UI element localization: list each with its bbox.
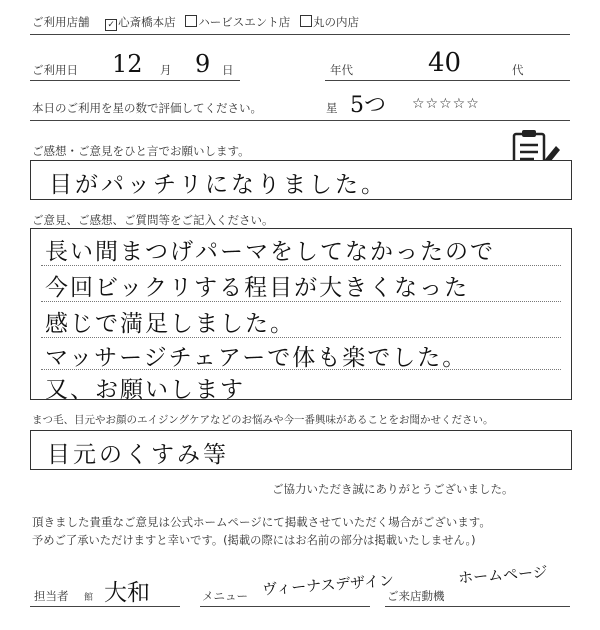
checkbox-checked-icon: ✓ <box>105 19 117 31</box>
comment-line: 又、お願いします <box>45 377 245 403</box>
motive-value: ホームページ <box>457 562 549 588</box>
star-label: 星 <box>326 101 338 115</box>
rule-line <box>41 369 561 370</box>
day-value: 9 <box>195 50 211 78</box>
store-label: ご利用店舗 <box>32 15 90 29</box>
concerns-box <box>30 430 572 470</box>
month-unit: 月 <box>160 63 172 77</box>
checkbox-icon <box>185 15 197 27</box>
concerns-prompt: まつ毛、目元やお顔のエイジングケアなどのお悩みや今一番興味があることをお聞かせください。 <box>32 414 494 426</box>
store-option-shinsaibashi[interactable]: ✓ 心斎橋本店 <box>105 15 176 29</box>
rating-question: 本日のご利用を星の数で評価してください。 <box>32 101 262 115</box>
date-label: ご利用日 <box>32 63 78 77</box>
store-option-marunouchi[interactable]: 丸の内店 <box>300 15 359 29</box>
motive-label: ご来店動機 <box>387 589 445 603</box>
impression-prompt: ご感想・ご意見をひと言でお願いします。 <box>32 144 250 158</box>
menu-value: ヴィーナスデザイン <box>261 571 395 599</box>
staff-value: 大和 <box>104 580 150 606</box>
store-option-herbis[interactable]: ハービスエント店 <box>185 15 290 29</box>
comment-line: マッサージチェアーで体も楽でした。 <box>45 345 468 371</box>
concerns-answer: 目元のくすみ等 <box>47 442 229 468</box>
comment-line: 今回ビックリする程目が大きくなった <box>45 275 470 301</box>
notice-line-1: 頂きました貴重なご意見は公式ホームページにて掲載させていただく場合がございます。 <box>32 515 491 529</box>
impression-box <box>30 160 572 200</box>
age-value: 40 <box>428 48 462 78</box>
rating-value: 5つ <box>350 93 386 118</box>
comment-line: 長い間まつげパーマをしてなかったので <box>45 239 495 265</box>
staff-label: 担当者 <box>34 589 69 603</box>
rule-line <box>41 337 561 338</box>
staff-underline <box>30 606 180 607</box>
store-row <box>32 14 359 31</box>
divider <box>30 34 570 35</box>
motive-underline <box>385 606 570 607</box>
date-underline <box>30 80 240 81</box>
age-underline <box>325 80 570 81</box>
rating-stars: ☆☆☆☆☆ <box>412 96 480 112</box>
comment-line: 感じで満足しました。 <box>45 311 295 337</box>
day-unit: 日 <box>222 63 234 77</box>
notice-line-2: 予めご了承いただけますと幸いです。(掲載の際にはお名前の部分は掲載いたしません。) <box>32 534 476 547</box>
menu-label: メニュー <box>202 589 248 603</box>
age-unit: 代 <box>512 63 524 77</box>
impression-answer: 目がパッチリになりました。 <box>49 172 387 198</box>
age-label: 年代 <box>330 63 353 77</box>
staff-prefix: 館 <box>84 593 94 603</box>
menu-underline <box>200 606 370 607</box>
comments-box <box>30 228 572 403</box>
rule-line <box>41 265 561 266</box>
rule-line <box>41 301 561 302</box>
divider <box>30 120 570 121</box>
thanks-text: ご協力いただき誠にありがとうございました。 <box>272 482 514 496</box>
comments-prompt: ご意見、ご感想、ご質問等をご記入ください。 <box>32 213 274 227</box>
checkbox-icon <box>300 15 312 27</box>
month-value: 12 <box>112 50 143 78</box>
